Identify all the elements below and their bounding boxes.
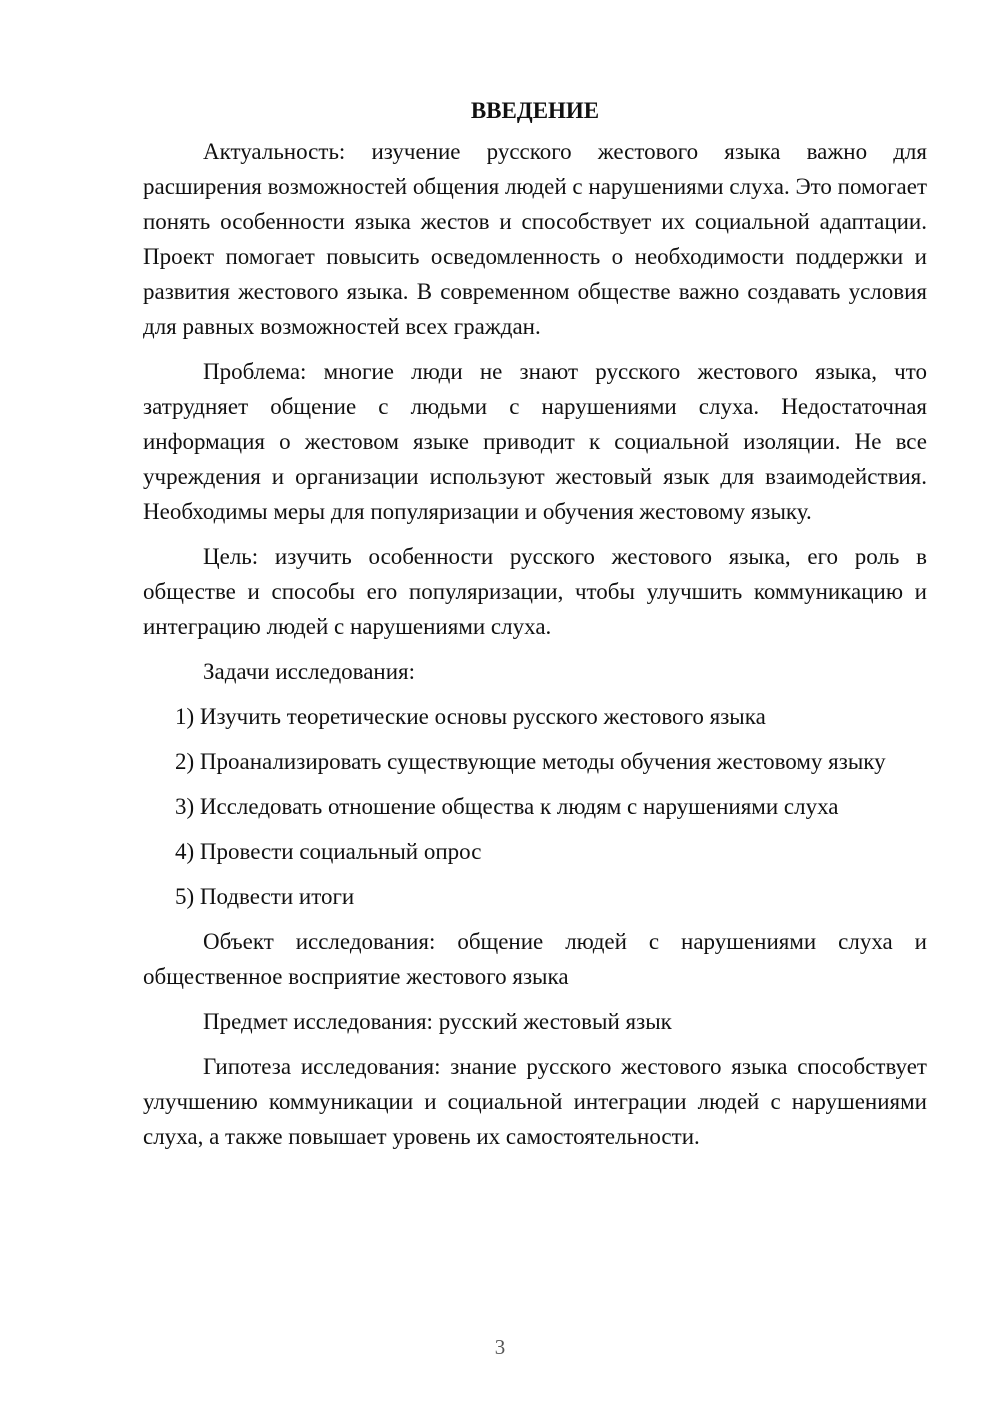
relevance-paragraph: Актуальность: изучение русского жестового языка важно для расширения возможностей общения людей с нарушениями слуха. Это помогает понять особенности языка жестов и способствует их социальной адаптации. Проект помогает повысить осведомленность о необходимости поддержки и развития жестового языка. В современном обществе важно создавать условия для равных возможностей всех граждан. — [143, 139, 927, 339]
task-item: 2) Проанализировать существующие методы обучения жестовому языку — [175, 749, 886, 774]
tasks-heading: Задачи исследования: — [203, 659, 416, 684]
section-title: ВВЕДЕНИЕ — [470, 98, 600, 123]
hypothesis-paragraph: Гипотеза исследования: знание русского жестового языка способствует улучшению коммуникации и социальной интеграции людей с нарушениями слуха, а также повышает уровень их самостоятельности. — [143, 1054, 927, 1149]
research-subject-paragraph: Предмет исследования: русский жестовый язык — [203, 1009, 672, 1034]
task-item: 1) Изучить теоретические основы русского жестового языка — [175, 704, 766, 729]
page-content — [143, 96, 927, 1164]
task-item: 5) Подвести итоги — [175, 884, 355, 909]
page-number: 3 — [494, 1335, 506, 1359]
research-object-paragraph: Объект исследования: общение людей с нарушениями слуха и общественное восприятие жестового языка — [143, 929, 927, 989]
task-item: 4) Провести социальный опрос — [175, 839, 482, 864]
problem-paragraph: Проблема: многие люди не знают русского жестового языка, что затрудняет общение с людьми с нарушениями слуха. Недостаточная информация о жестовом языке приводит к социальной изоляции. Не все учреждения и организации используют жестовый язык для взаимодействия. Необходимы меры для популяризации и обучения жестовому языку. — [143, 359, 927, 524]
tasks-list — [143, 699, 927, 914]
goal-paragraph: Цель: изучить особенности русского жестового языка, его роль в обществе и способы его популяризации, чтобы улучшить коммуникацию и интеграцию людей с нарушениями слуха. — [143, 544, 927, 639]
task-item: 3) Исследовать отношение общества к людям с нарушениями слуха — [175, 794, 839, 819]
